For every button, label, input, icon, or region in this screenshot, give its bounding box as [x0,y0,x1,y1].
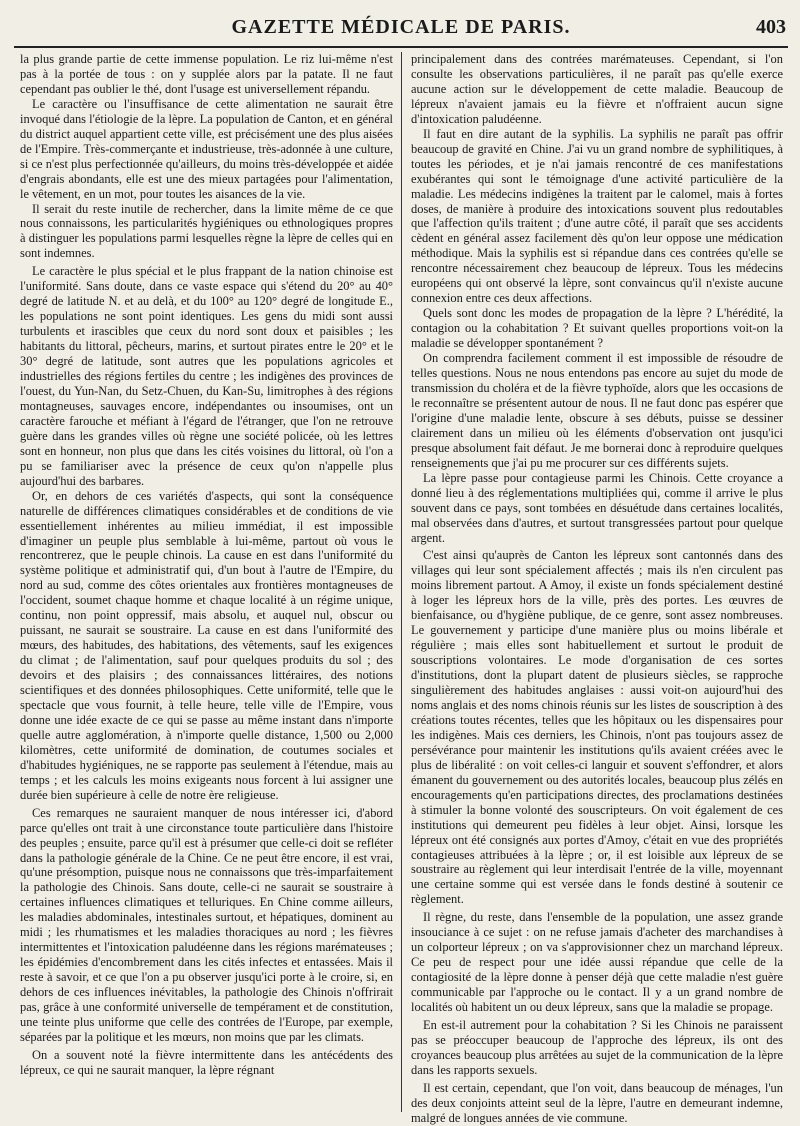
paragraph: principalement dans des contrées marémateuses. Cependant, si l'on consulte les observations particulières, il ne paraît pas qu'elle exerce aucune action sur le développement de cette maladie. Beaucoup de lépreux n'avaient jamais eu la fièvre et n'offraient aucun signe d'intoxication paludéenne. [411,52,783,126]
left-column [20,52,393,1112]
journal-title: GAZETTE MÉDICALE DE PARIS. [231,16,571,38]
paragraph: On a souvent noté la fièvre intermittente dans les antécédents des lépreux, ce qui ne saurait manquer, la lèpre régnant [20,1047,393,1077]
paragraph: Il règne, du reste, dans l'ensemble de la population, une assez grande insouciance à ce sujet : on ne refuse jamais d'acheter des marchandises à un colporteur lépreux ; on va s'approvisionner chez un marchand lépreux. Ce peu de respect pour une idée aussi répandue que celle de la contagiosité de la lèpre donne à penser déjà que cette maladie n'est guère communicable par l'approche ou le contact. Il y a un grand nombre de localités où habitent un ou deux lépreux, sans que la maladie se propage. [411,910,783,1015]
paragraph: Or, en dehors de ces variétés d'aspects, qui sont la conséquence naturelle de différences climatiques considérables et de conditions de vie essentiellement inhérentes au milieu immédiat, il est impossible d'imaginer un peuple plus semblable à lui-même, partout où vous le rencontrerez, que le peuple chinois. La cause en est dans l'uniformité du système politique et administratif qui, d'un bout à l'autre de l'Empire, du nord au sud, comme des côtes orientales aux frontières montagneuses de l'occident, soumet chaque homme et chaque localité à un régime unique, continu, non point oppressif, mais absolu, et auquel nul, obscur ou puissant, ne saurait se soustraire. La cause en est dans l'uniformité des mœurs, des habitudes, des habitations, des vêtements, sauf les exigences du climat ; de l'alimentation, sauf pour quelques produits du sol ; des devoirs et des plaisirs ; des connaissances littéraires, des notions scientifiques et des données philosophiques. Cette uniformité, telle que le spectacle que vous fournit, à telle heure, telle ville de l'Empire, vous donne une idée exacte de ce qui se passe au même instant dans n'importe quelle autre agglomération, à n'importe quelle distance, 1,500 ou 2,000 kilomètres, cette uniformité de domination, de coutumes sociales et d'habitudes hygiéniques, ne se rapporte pas seulement à l'étendue, mais au temps ; et les calculs les moins exigeants nous forcent à lui assigner une durée bien supérieure à celle de notre ère religieuse. [20,488,393,802]
paragraph: Il serait du reste inutile de rechercher, dans la limite même de ce que nous connaissons, les particularités hygiéniques ou ethnologiques propres à distinguer les populations parmi lesquelles règne la lèpre de celles qui en sont indemnes. [20,201,393,261]
right-column [411,52,783,1125]
paragraph: Il faut en dire autant de la syphilis. La syphilis ne paraît pas offrir beaucoup de gravité en Chine. J'ai vu un grand nombre de syphilitiques, à toutes les périodes, et je n'ai jamais rencontré de ces manifestations exubérantes qui sont le témoignage d'une activité particulière de la maladie. Les médecins indigènes la traitent par le calomel, mais à fortes doses, de manière à produire des intoxications souvent plus redoutables que l'affection qu'ils traitent ; d'une autre côté, il paraît que ses accidents cèdent en général assez facilement dès qu'on leur oppose une médication méthodique. Mais la syphilis est si répandue dans ces contrées qu'elle se rencontre nécessairement chez beaucoup de lépreux. Tous les médecins européens qui ont observé la lèpre, sont convaincus qu'il n'existe aucune connexion entre ces deux affections. [411,126,783,306]
paragraph: C'est ainsi qu'auprès de Canton les lépreux sont cantonnés dans des villages qui leur sont spécialement affectés ; mais ils n'en circulent pas moins librement partout. A Amoy, il existe un fonds spécialement destiné à loger les lépreux hors de la ville, près des portes. Les œuvres de bienfaisance, ou d'hygiène publique, de ce genre, sont assez nombreuses. Le gouvernement y participe d'une manière plus ou moins libérale et régulière ; mais elles sont habituellement et surtout le produit de souscriptions volontaires. Le mode d'organisation de ces sortes d'institutions, dont la plupart datent de plusieurs siècles, se rapproche singulièrement des habitudes anglaises : aussi voit-on aujourd'hui des noms anglais et des noms chinois réunis sur les listes de souscription à des créations toutes récentes, telles que les hôpitaux ou les dispensaires pour les indigènes. Mais ces derniers, les Chinois, n'ont pas toujours assez de persévérance pour maintenir les institutions qu'ils avaient créées avec le plus de libéralité : on voit celles-ci languir et souvent s'effondrer, et alors émanent du gouvernement ou des autorités locales, beaucoup plus zélés en encouragements qu'en participations directes, des proclamations destinées à stimuler la bonne volonté des souscripteurs. On voit également de ces institutions qui demeurent peu fidèles à leur objet. Ainsi, lorsque les lépreux ont été consignés aux portes d'Amoy, c'était en vue des propriétés contagieuses attribuées à la lèpre ; or, il est loisible aux lépreux de se soustraire au règlement qui leur interdisait l'entrée de la ville, moyennant une certaine somme qui est versée dans le fonds destiné à soutenir ce règlement. [411,548,783,907]
column-divider [401,52,402,1112]
paragraph: Le caractère le plus spécial et le plus frappant de la nation chinoise est l'uniformité. Sans doute, dans ce vaste espace qui s'étend du 20° au 40° degré de latitude N. et au delà, et du 100° au 120° degré de longitude E., les populations ne sont point identiques. Les gens du midi sont aussi turbulents et irascibles que ceux du nord sont doux et paisibles ; les habitants du littoral, pêcheurs, marins, et surtout pirates entre le 20° et le 30° degré de latitude, sont autres que les populations agricoles et industrielles des régions fertiles du centre ; les indigènes des provinces de l'ouest, du Yun-Nan, du Setz-Chuen, du Kan-Su, limitrophes à des régions montagneuses, sauvages encore, indépendantes ou insoumises, ont un caractère farouche et méfiant à l'égard de l'étranger, que l'on ne retrouve guère dans les grandes villes où règne une société policée, où les lettres sont en honneur, non plus que dans les cités voisines du littoral, où l'on a pu se familiariser avec la présence de ceux qu'on n'appelle plus aujourd'hui des barbares. [20,264,393,488]
paragraph: la plus grande partie de cette immense population. Le riz lui-même n'est pas à la portée de tous : on y supplée alors par la patate. Il ne faut cependant pas oublier le thé, dont l'usage est universellement répandu. [20,52,393,96]
paragraph: En est-il autrement pour la cohabitation ? Si les Chinois ne paraissent pas se préoccuper beaucoup de l'approche des lépreux, ils ont des croyances beaucoup plus arrêtées au sujet de la communication de la lèpre dans les rapports sexuels. [411,1018,783,1077]
paragraph: Le caractère ou l'insuffisance de cette alimentation ne saurait être invoqué dans l'étiologie de la lèpre. La population de Canton, et en général du district auquel appartient cette ville, est précisément une des plus aisées de l'Empire. Très-commerçante et industrieuse, très-adonnée à une culture, si ce n'est plus perfectionnée qu'ailleurs, du moins très-développée et aidée d'engrais abondants, elle est une des mieux partagées pour l'alimentation, le vêtement, en un mot, pour toutes les aisances de la vie. [20,96,393,201]
paragraph: Quels sont donc les modes de propagation de la lèpre ? L'hérédité, la contagion ou la cohabitation ? Et suivant quelles proportions voit-on la maladie se développer spontanément ? [411,306,783,351]
page-number: 403 [756,16,786,38]
page-header [14,16,788,42]
paragraph: Il est certain, cependant, que l'on voit, dans beaucoup de ménages, l'un des deux conjoints atteint seul de la lèpre, l'autre en demeurant indemne, malgré de longues années de vie commune. [411,1080,783,1125]
paragraph: La lèpre passe pour contagieuse parmi les Chinois. Cette croyance a donné lieu à des réglementations multipliées qui, comme il arrive le plus souvent dans ce pays, sont tombées en désuétude dans certaines localités, mal observées dans d'autres, et surtout transgressées partout pour quelque argent. [411,470,783,545]
paragraph: On comprendra facilement comment il est impossible de résoudre de telles questions. Nous ne nous entendons pas encore au sujet du mode de transmission du choléra et de la fièvre typhoïde, alors que les occasions de le reconnaître se présentent autour de nous. Il ne faut donc pas espérer que l'origine d'une maladie lente, obscure à ses débuts, puisse se dessiner clairement dans un milieu où les éléments d'observation ont jusqu'ici presque absolument fait défaut. Je me bornerai donc à reproduire quelques renseignements que j'ai pu me procurer sur ces différents sujets. [411,351,783,470]
header-rule [14,46,788,48]
paragraph: Ces remarques ne sauraient manquer de nous intéresser ici, d'abord parce qu'elles ont trait à une circonstance toute particulière dans l'histoire des peuples ; ensuite, parce qu'il est à présumer que celle-ci doit se refléter dans la pathologie générale de la Chine. Ce ne peut être encore, il est vrai, qu'une présomption, puisque nous ne connaissons que très-imparfaitement la pathologie des Chinois. Sans doute, celle-ci ne saurait se soustraire à certaines influences climatiques et telluriques. En Chine comme ailleurs, les maladies abdominales, intestinales surtout, et hépatiques, dominent au midi ; les rhumatismes et les maladies thoraciques au nord ; les fièvres intermittentes et l'intoxication paludéenne dans les régions marémateuses ; les épidémies d'encombrement dans les cités infectes et entassées. Mais il reste à savoir, et ce que l'on a pu observer jusqu'ici porte à le croire, si, en dehors de ces influences inévitables, la pathologie des Chinois n'offrirait pas, grâce à une conformité universelle de tempérament et de constitution, une teinte plus uniforme que celle des contrées de l'Europe, par exemple, séparées par la politique et les mœurs, non moins que par les climats. [20,805,393,1044]
